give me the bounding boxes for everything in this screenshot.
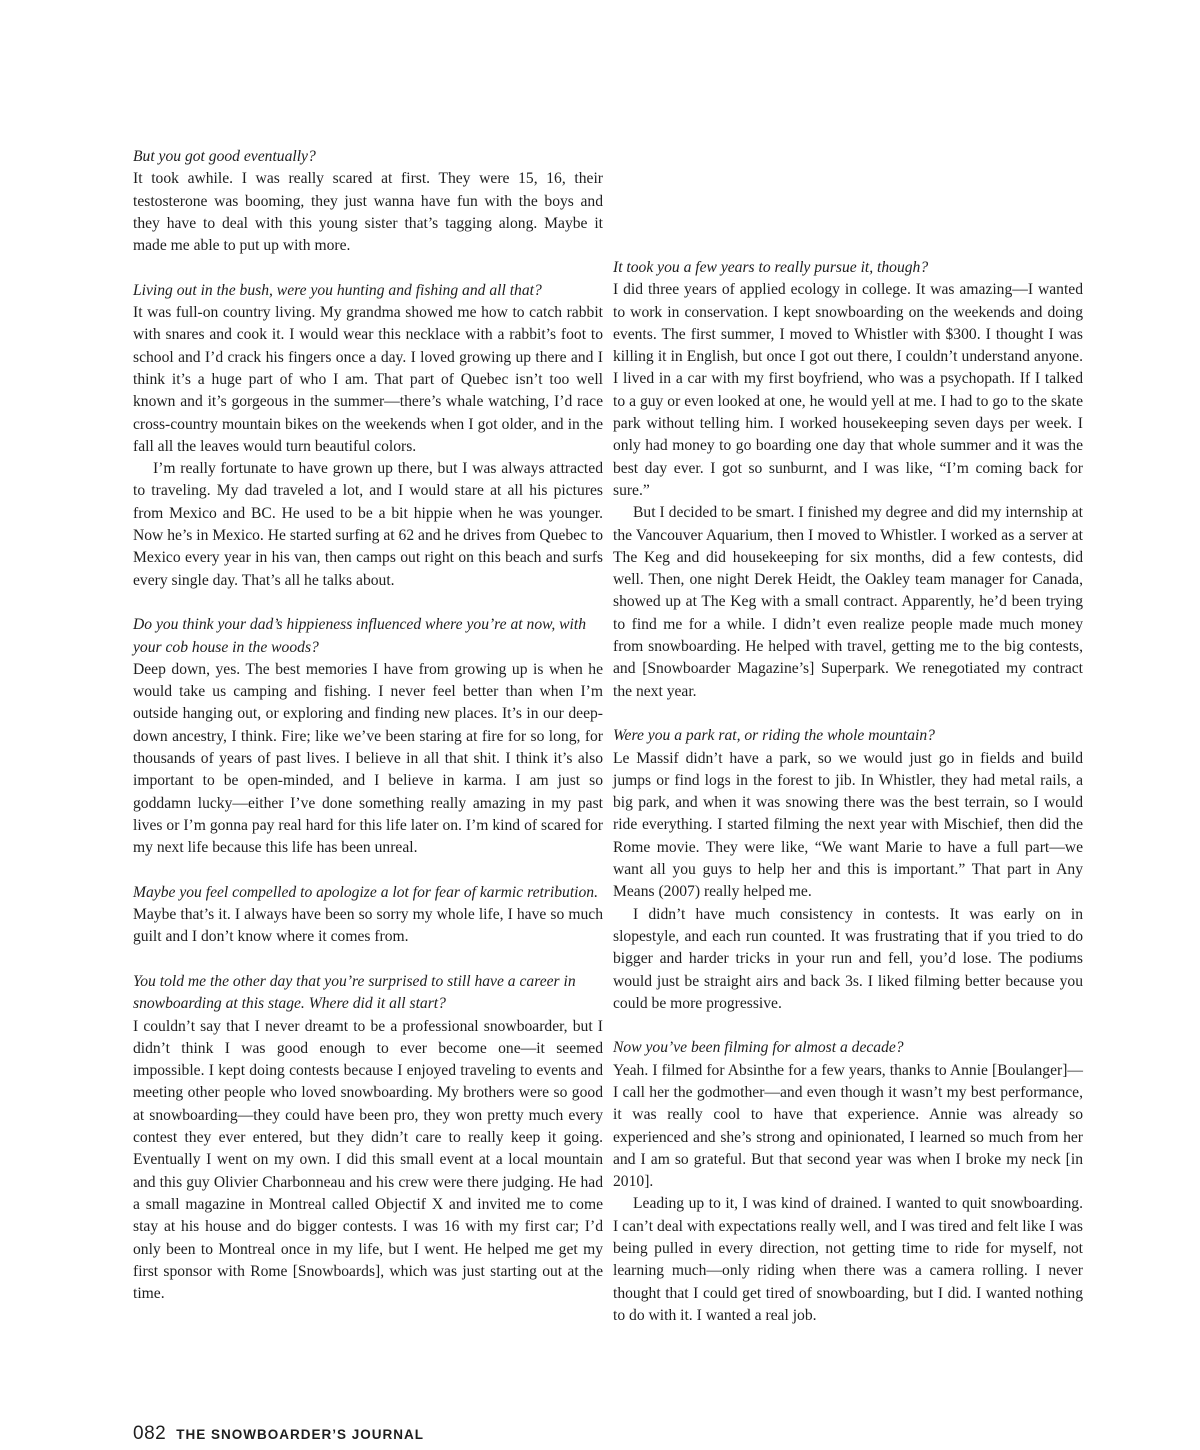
answer-paragraph: I couldn’t say that I never dreamt to be a professional snowboarder, but I didn’t think I was good enough to ever become one—it seemed impossible. I kept doing contests because I enjoyed traveling to events and meeting other people who loved snowboarding. My brothers were so good at snowboarding—they could have been pro, they won pretty much every contest they ever entered, but they didn’t care to really keep it going. Eventually I went on my own. I did this small event at a local mountain and this guy Olivier Charbonneau and his crew were there judging. He had a small magazine in Montreal called Objectif X and invited me to come stay at his house and do bigger contests. I was 16 with my first car; I’d only been to Montreal once in my life, but I went. He helped me get my first sponsor with Rome [Snowboards], which was just starting out at the time. [133, 1017, 603, 1303]
qa-block [133, 971, 603, 1305]
page-number: 082 [133, 1423, 167, 1444]
answer-paragraph: I did three years of applied ecology in college. It was amazing—I wanted to work in conservation. I kept snowboarding on the weekends and doing events. The first summer, I moved to Whistler with $300. I thought I was killing it in English, but once I got out there, I couldn’t understand anyone. I lived in a car with my first boyfriend, who was a psychopath. If I talked to a guy or even looked at one, he would yell at me. I had to go to the skate park without telling him. I worked housekeeping seven days per week. I only had money to go boarding one day that whole summer and it was the best day ever. I got so sunburnt, and I was like, “I’m coming back for sure.” [613, 281, 1083, 499]
qa-block [133, 280, 603, 592]
interview-question: You told me the other day that you’re surprised to still have a career in snowboarding at this stage. Where did it all start? [133, 972, 576, 1013]
interview-question: Now you’ve been filming for almost a decade? [613, 1039, 904, 1057]
answer-paragraph: Le Massif didn’t have a park, so we would just go in fields and build jumps or find logs in the forest to jib. In Whistler, they had metal rails, a big park, and when it was snowing there was the best terrain, so I would ride everything. I started filming the next year with Mischief, then did the Rome movie. They were like, “We want Marie to have a full part—we want all you guys to help her and this is important.” That part in Any Means (2007) really helped me. [613, 749, 1083, 901]
qa-block [613, 257, 1083, 703]
qa-block [613, 725, 1083, 1015]
answer-paragraph: Maybe that’s it. I always have been so sorry my whole life, I have so much guilt and I don’t know where it comes from. [133, 906, 603, 946]
answer-paragraph: It took awhile. I was really scared at first. They were 15, 16, their testosterone was booming, they just wanna have fun with the boys and they have to deal with this young sister that’s tagging along. Maybe it made me able to put up with more. [133, 170, 603, 255]
qa-block [133, 614, 603, 859]
answer-paragraph: I didn’t have much consistency in contests. It was early on in slopestyle, and each run counted. It was frustrating that if you tried to do bigger and harder tricks in your run and fell, you’d lose. The podiums would just be straight airs and back 3s. I liked filming better because you could be more progressive. [613, 905, 1083, 1012]
interview-question: It took you a few years to really pursue it, though? [613, 259, 929, 276]
right-column [613, 257, 1083, 1350]
answer-paragraph: I’m really fortunate to have grown up there, but I was always attracted to traveling. My dad traveled a lot, and I would stare at all his pictures from Mexico and BC. He used to be a bit hippie when he was younger. Now he’s in Mexico. He started surfing at 62 and he drives from Quebec to Mexico every year in his van, then camps out right on this beach and surfs every single day. That’s all he talks about. [133, 460, 603, 589]
answer-paragraph: Leading up to it, I was kind of drained. I wanted to quit snowboarding. I can’t deal with expectations really well, and I was tired and felt like I was being pulled in every direction, not getting time to ride for myself, not learning much—only riding when there was a camera rolling. I never thought that I could get tired of snowboarding, but I did. I wanted nothing to do with it. I wanted a real job. [613, 1195, 1083, 1324]
qa-block [133, 146, 603, 257]
answer-paragraph: It was full-on country living. My grandma showed me how to catch rabbit with snares and cook it. I would wear this necklace with a rabbit’s foot to school and I’d crack his fingers once a day. I loved growing up there and I think it’s a huge part of who I am. That part of Quebec isn’t too well known and it’s gorgeous in the summer—there’s whale watching, I’d race cross-country mountain bikes on the weekends when I got older, and in the fall all the leaves would turn beautiful colors. [133, 304, 603, 455]
qa-block [613, 1037, 1083, 1327]
answer-paragraph: Yeah. I filmed for Absinthe for a few years, thanks to Annie [Boulanger]—I call her the godmother—and even though it wasn’t my best performance, it was really cool to have that experience. Annie was already so experienced and she’s strong and opinionated, I learned so much from her and I am so grateful. But that second year was when I broke my neck [in 2010]. [613, 1061, 1083, 1191]
answer-paragraph: But I decided to be smart. I finished my degree and did my internship at the Vancouver Aquarium, then I moved to Whistler. I worked as a server at The Keg and did housekeeping for six months, did a few contests, did well. Then, one night Derek Heidt, the Oakley team manager for Canada, showed up at The Keg with a small contract. Apparently, he’d been trying to find me for a while. I didn’t even realize people made much money from snowboarding. He helped with travel, getting me to the big contests, and [Snowboarder Magazine’s] Superpark. We renegotiated my contract the next year. [613, 504, 1083, 700]
magazine-title: THE SNOWBOARDER’S JOURNAL [176, 1427, 424, 1442]
qa-block [133, 882, 603, 949]
interview-question: Maybe you feel compelled to apologize a lot for fear of karmic retribution. [133, 883, 598, 901]
interview-question: Living out in the bush, were you hunting and fishing and all that? [133, 281, 542, 299]
left-column [133, 146, 603, 1328]
interview-question: Do you think your dad’s hippieness influenced where you’re at now, with your cob house in the woods? [133, 616, 587, 656]
answer-paragraph: Deep down, yes. The best memories I have from growing up is when he would take us camping and fishing. I never feel better than when I’m outside hanging out, or exploring and finding new places. It’s in our deep-down ancestry, I think. Fire; like we’ve been staring at fire for so long, for thousands of years of past lives. I believe in all that shit. I think it’s also important to be open-minded, and I believe in karma. I am just so goddamn lucky—either I’ve done something really amazing in my past lives or I’m gonna pay real hard for this life later on. I’m kind of scared for my next life because this life has been unreal. [133, 660, 603, 857]
interview-question: Were you a park rat, or riding the whole mountain? [613, 727, 935, 745]
interview-question: But you got good eventually? [133, 148, 316, 165]
page-footer [133, 1423, 424, 1445]
